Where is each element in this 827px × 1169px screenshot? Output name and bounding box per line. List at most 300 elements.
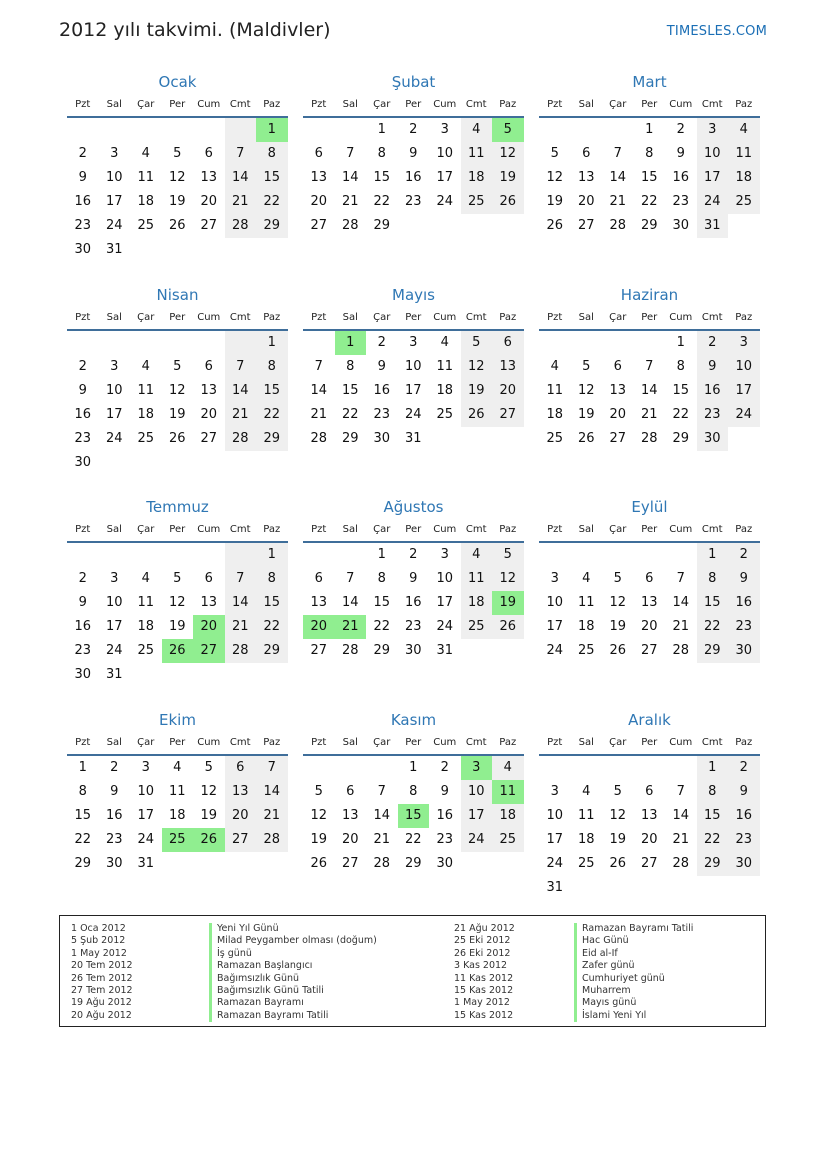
- day-cell[interactable]: 24: [546, 856, 564, 871]
- day-cell[interactable]: 26: [310, 856, 328, 871]
- day-cell[interactable]: 14: [310, 383, 328, 398]
- day-cell[interactable]: 24: [697, 190, 729, 214]
- day-cell[interactable]: 16: [404, 170, 422, 185]
- day-cell[interactable]: 23: [74, 643, 92, 658]
- day-cell[interactable]: 19: [461, 379, 493, 403]
- day-cell[interactable]: 12: [310, 808, 328, 823]
- day-cell[interactable]: 17: [436, 595, 454, 610]
- day-cell[interactable]: 15: [74, 808, 92, 823]
- day-cell[interactable]: 19: [492, 166, 524, 190]
- day-cell[interactable]: 17: [436, 170, 454, 185]
- day-cell[interactable]: 17: [546, 619, 564, 634]
- day-cell[interactable]: 24: [105, 643, 123, 658]
- day-cell[interactable]: 9: [78, 170, 87, 185]
- day-cell[interactable]: 14: [672, 595, 690, 610]
- day-cell[interactable]: 7: [314, 359, 323, 374]
- day-cell[interactable]: 9: [676, 146, 685, 161]
- day-cell[interactable]: 30: [697, 427, 729, 451]
- day-cell[interactable]: 3: [440, 547, 449, 562]
- day-cell[interactable]: 23: [404, 194, 422, 209]
- day-cell[interactable]: 12: [546, 170, 564, 185]
- day-cell[interactable]: 26: [461, 403, 493, 427]
- day-cell[interactable]: 28: [672, 856, 690, 871]
- day-cell[interactable]: 23: [728, 828, 760, 852]
- day-cell[interactable]: 16: [436, 808, 454, 823]
- day-cell[interactable]: 12: [609, 808, 627, 823]
- day-cell[interactable]: 6: [225, 756, 257, 780]
- day-cell[interactable]: 20: [492, 379, 524, 403]
- day-cell[interactable]: 15: [697, 591, 729, 615]
- day-cell[interactable]: 20: [200, 194, 218, 209]
- day-cell[interactable]: 2: [78, 571, 87, 586]
- day-cell[interactable]: 9: [78, 595, 87, 610]
- day-cell[interactable]: 28: [373, 856, 391, 871]
- day-cell[interactable]: 31: [546, 880, 564, 895]
- day-cell[interactable]: 8: [256, 142, 288, 166]
- day-cell[interactable]: 3: [440, 122, 449, 137]
- day-cell[interactable]: 21: [225, 190, 257, 214]
- day-cell[interactable]: 2: [440, 760, 449, 775]
- day-cell[interactable]: 20: [310, 194, 328, 209]
- day-cell[interactable]: 28: [225, 427, 257, 451]
- day-cell[interactable]: 5: [550, 146, 559, 161]
- day-cell[interactable]: 23: [404, 619, 422, 634]
- day-cell[interactable]: 7: [613, 146, 622, 161]
- day-cell[interactable]: 4: [492, 756, 524, 780]
- day-cell[interactable]: 24: [404, 407, 422, 422]
- day-cell[interactable]: 30: [728, 852, 760, 876]
- day-cell[interactable]: 25: [461, 190, 493, 214]
- day-cell[interactable]: 15: [640, 170, 658, 185]
- day-cell[interactable]: 27: [310, 218, 328, 233]
- day-cell[interactable]: 22: [672, 407, 690, 422]
- day-cell[interactable]: 11: [492, 780, 524, 804]
- day-cell[interactable]: 1: [377, 122, 386, 137]
- day-cell[interactable]: 31: [404, 431, 422, 446]
- day-cell[interactable]: 25: [436, 407, 454, 422]
- day-cell[interactable]: 14: [256, 780, 288, 804]
- day-cell[interactable]: 13: [225, 780, 257, 804]
- day-cell[interactable]: 10: [546, 595, 564, 610]
- day-cell[interactable]: 15: [373, 170, 391, 185]
- day-cell[interactable]: 10: [105, 383, 123, 398]
- day-cell[interactable]: 21: [672, 832, 690, 847]
- day-cell[interactable]: 1: [256, 118, 288, 142]
- day-cell[interactable]: 28: [225, 214, 257, 238]
- day-cell[interactable]: 30: [74, 455, 92, 470]
- day-cell[interactable]: 20: [225, 804, 257, 828]
- day-cell[interactable]: 15: [341, 383, 359, 398]
- day-cell[interactable]: 16: [105, 808, 123, 823]
- day-cell[interactable]: 20: [640, 832, 658, 847]
- day-cell[interactable]: 30: [74, 667, 92, 682]
- day-cell[interactable]: 10: [546, 808, 564, 823]
- day-cell[interactable]: 15: [672, 383, 690, 398]
- day-cell[interactable]: 22: [373, 619, 391, 634]
- day-cell[interactable]: 21: [335, 615, 367, 639]
- day-cell[interactable]: 16: [672, 170, 690, 185]
- day-cell[interactable]: 22: [697, 615, 729, 639]
- day-cell[interactable]: 8: [78, 784, 87, 799]
- day-cell[interactable]: 23: [672, 194, 690, 209]
- day-cell[interactable]: 12: [168, 170, 186, 185]
- day-cell[interactable]: 22: [256, 190, 288, 214]
- day-cell[interactable]: 7: [676, 571, 685, 586]
- day-cell[interactable]: 22: [256, 615, 288, 639]
- day-cell[interactable]: 22: [256, 403, 288, 427]
- day-cell[interactable]: 30: [105, 856, 123, 871]
- day-cell[interactable]: 19: [492, 591, 524, 615]
- day-cell[interactable]: 8: [697, 567, 729, 591]
- day-cell[interactable]: 12: [168, 595, 186, 610]
- day-cell[interactable]: 4: [550, 359, 559, 374]
- day-cell[interactable]: 27: [225, 828, 257, 852]
- day-cell[interactable]: 5: [314, 784, 323, 799]
- day-cell[interactable]: 12: [168, 383, 186, 398]
- day-cell[interactable]: 10: [697, 142, 729, 166]
- day-cell[interactable]: 1: [335, 331, 367, 355]
- day-cell[interactable]: 17: [137, 808, 155, 823]
- day-cell[interactable]: 17: [728, 379, 760, 403]
- day-cell[interactable]: 28: [341, 218, 359, 233]
- day-cell[interactable]: 16: [74, 619, 92, 634]
- day-cell[interactable]: 30: [404, 643, 422, 658]
- day-cell[interactable]: 16: [373, 383, 391, 398]
- day-cell[interactable]: 12: [461, 355, 493, 379]
- day-cell[interactable]: 16: [74, 194, 92, 209]
- day-cell[interactable]: 19: [168, 194, 186, 209]
- day-cell[interactable]: 9: [110, 784, 119, 799]
- day-cell[interactable]: 7: [645, 359, 654, 374]
- day-cell[interactable]: 4: [141, 359, 150, 374]
- day-cell[interactable]: 21: [225, 403, 257, 427]
- day-cell[interactable]: 4: [141, 146, 150, 161]
- day-cell[interactable]: 3: [461, 756, 493, 780]
- day-cell[interactable]: 11: [137, 383, 155, 398]
- day-cell[interactable]: 21: [225, 615, 257, 639]
- day-cell[interactable]: 6: [645, 784, 654, 799]
- day-cell[interactable]: 9: [377, 359, 386, 374]
- day-cell[interactable]: 16: [728, 804, 760, 828]
- day-cell[interactable]: 29: [373, 218, 391, 233]
- day-cell[interactable]: 9: [409, 571, 418, 586]
- day-cell[interactable]: 14: [672, 808, 690, 823]
- day-cell[interactable]: 2: [78, 359, 87, 374]
- day-cell[interactable]: 17: [546, 832, 564, 847]
- day-cell[interactable]: 11: [461, 567, 493, 591]
- day-cell[interactable]: 13: [640, 808, 658, 823]
- day-cell[interactable]: 4: [440, 335, 449, 350]
- day-cell[interactable]: 7: [346, 146, 355, 161]
- day-cell[interactable]: 29: [74, 856, 92, 871]
- day-cell[interactable]: 27: [200, 431, 218, 446]
- day-cell[interactable]: 11: [461, 142, 493, 166]
- day-cell[interactable]: 28: [310, 431, 328, 446]
- day-cell[interactable]: 8: [676, 359, 685, 374]
- day-cell[interactable]: 31: [137, 856, 155, 871]
- day-cell[interactable]: 7: [676, 784, 685, 799]
- day-cell[interactable]: 6: [645, 571, 654, 586]
- day-cell[interactable]: 3: [141, 760, 150, 775]
- day-cell[interactable]: 29: [697, 852, 729, 876]
- day-cell[interactable]: 28: [256, 828, 288, 852]
- day-cell[interactable]: 25: [461, 615, 493, 639]
- day-cell[interactable]: 2: [728, 543, 760, 567]
- day-cell[interactable]: 13: [200, 595, 218, 610]
- day-cell[interactable]: 19: [310, 832, 328, 847]
- day-cell[interactable]: 19: [168, 407, 186, 422]
- day-cell[interactable]: 7: [225, 567, 257, 591]
- day-cell[interactable]: 25: [137, 643, 155, 658]
- day-cell[interactable]: 24: [436, 619, 454, 634]
- day-cell[interactable]: 8: [409, 784, 418, 799]
- day-cell[interactable]: 3: [110, 571, 119, 586]
- day-cell[interactable]: 14: [225, 379, 257, 403]
- day-cell[interactable]: 12: [200, 784, 218, 799]
- day-cell[interactable]: 3: [697, 118, 729, 142]
- day-cell[interactable]: 15: [373, 595, 391, 610]
- day-cell[interactable]: 27: [193, 639, 225, 663]
- day-cell[interactable]: 2: [676, 122, 685, 137]
- day-cell[interactable]: 13: [200, 383, 218, 398]
- day-cell[interactable]: 11: [168, 784, 186, 799]
- day-cell[interactable]: 25: [492, 828, 524, 852]
- day-cell[interactable]: 4: [728, 118, 760, 142]
- day-cell[interactable]: 10: [436, 571, 454, 586]
- day-cell[interactable]: 11: [137, 595, 155, 610]
- day-cell[interactable]: 21: [609, 194, 627, 209]
- day-cell[interactable]: 7: [225, 355, 257, 379]
- day-cell[interactable]: 18: [461, 166, 493, 190]
- day-cell[interactable]: 1: [645, 122, 654, 137]
- day-cell[interactable]: 17: [404, 383, 422, 398]
- day-cell[interactable]: 9: [409, 146, 418, 161]
- day-cell[interactable]: 13: [609, 383, 627, 398]
- day-cell[interactable]: 30: [728, 639, 760, 663]
- day-cell[interactable]: 17: [105, 194, 123, 209]
- day-cell[interactable]: 11: [577, 808, 595, 823]
- day-cell[interactable]: 18: [546, 407, 564, 422]
- day-cell[interactable]: 17: [461, 804, 493, 828]
- day-cell[interactable]: 8: [377, 146, 386, 161]
- day-cell[interactable]: 25: [546, 431, 564, 446]
- day-cell[interactable]: 14: [609, 170, 627, 185]
- day-cell[interactable]: 1: [676, 335, 685, 350]
- day-cell[interactable]: 18: [577, 619, 595, 634]
- day-cell[interactable]: 2: [728, 756, 760, 780]
- day-cell[interactable]: 23: [74, 218, 92, 233]
- day-cell[interactable]: 3: [550, 571, 559, 586]
- day-cell[interactable]: 28: [672, 643, 690, 658]
- day-cell[interactable]: 1: [409, 760, 418, 775]
- day-cell[interactable]: 8: [256, 355, 288, 379]
- day-cell[interactable]: 28: [341, 643, 359, 658]
- day-cell[interactable]: 13: [640, 595, 658, 610]
- day-cell[interactable]: 10: [404, 359, 422, 374]
- day-cell[interactable]: 22: [697, 828, 729, 852]
- day-cell[interactable]: 25: [162, 828, 194, 852]
- day-cell[interactable]: 23: [105, 832, 123, 847]
- day-cell[interactable]: 10: [436, 146, 454, 161]
- day-cell[interactable]: 13: [310, 595, 328, 610]
- day-cell[interactable]: 31: [105, 242, 123, 257]
- day-cell[interactable]: 22: [341, 407, 359, 422]
- day-cell[interactable]: 2: [110, 760, 119, 775]
- day-cell[interactable]: 30: [436, 856, 454, 871]
- day-cell[interactable]: 24: [728, 403, 760, 427]
- day-cell[interactable]: 11: [728, 142, 760, 166]
- site-link[interactable]: TIMESLES.COM: [666, 24, 767, 39]
- day-cell[interactable]: 13: [341, 808, 359, 823]
- day-cell[interactable]: 8: [645, 146, 654, 161]
- day-cell[interactable]: 3: [728, 331, 760, 355]
- day-cell[interactable]: 27: [609, 431, 627, 446]
- day-cell[interactable]: 20: [200, 407, 218, 422]
- day-cell[interactable]: 13: [577, 170, 595, 185]
- day-cell[interactable]: 5: [613, 784, 622, 799]
- day-cell[interactable]: 11: [137, 170, 155, 185]
- day-cell[interactable]: 2: [409, 122, 418, 137]
- day-cell[interactable]: 18: [492, 804, 524, 828]
- day-cell[interactable]: 24: [436, 194, 454, 209]
- day-cell[interactable]: 29: [404, 856, 422, 871]
- day-cell[interactable]: 1: [256, 331, 288, 355]
- day-cell[interactable]: 27: [492, 403, 524, 427]
- day-cell[interactable]: 25: [577, 643, 595, 658]
- day-cell[interactable]: 19: [609, 619, 627, 634]
- day-cell[interactable]: 5: [173, 146, 182, 161]
- day-cell[interactable]: 29: [256, 639, 288, 663]
- day-cell[interactable]: 8: [346, 359, 355, 374]
- day-cell[interactable]: 21: [341, 194, 359, 209]
- day-cell[interactable]: 15: [398, 804, 430, 828]
- day-cell[interactable]: 19: [200, 808, 218, 823]
- day-cell[interactable]: 19: [168, 619, 186, 634]
- day-cell[interactable]: 28: [640, 431, 658, 446]
- day-cell[interactable]: 9: [728, 567, 760, 591]
- day-cell[interactable]: 22: [640, 194, 658, 209]
- day-cell[interactable]: 10: [105, 170, 123, 185]
- day-cell[interactable]: 20: [303, 615, 335, 639]
- day-cell[interactable]: 21: [373, 832, 391, 847]
- day-cell[interactable]: 26: [609, 643, 627, 658]
- day-cell[interactable]: 3: [110, 359, 119, 374]
- day-cell[interactable]: 17: [697, 166, 729, 190]
- day-cell[interactable]: 6: [204, 359, 213, 374]
- day-cell[interactable]: 20: [577, 194, 595, 209]
- day-cell[interactable]: 2: [377, 335, 386, 350]
- day-cell[interactable]: 26: [577, 431, 595, 446]
- day-cell[interactable]: 1: [377, 547, 386, 562]
- day-cell[interactable]: 2: [78, 146, 87, 161]
- day-cell[interactable]: 26: [492, 615, 524, 639]
- day-cell[interactable]: 4: [141, 571, 150, 586]
- day-cell[interactable]: 5: [173, 571, 182, 586]
- day-cell[interactable]: 6: [314, 146, 323, 161]
- day-cell[interactable]: 15: [256, 591, 288, 615]
- day-cell[interactable]: 10: [137, 784, 155, 799]
- day-cell[interactable]: 27: [341, 856, 359, 871]
- day-cell[interactable]: 16: [74, 407, 92, 422]
- day-cell[interactable]: 24: [546, 643, 564, 658]
- day-cell[interactable]: 19: [609, 832, 627, 847]
- day-cell[interactable]: 5: [492, 543, 524, 567]
- day-cell[interactable]: 6: [613, 359, 622, 374]
- day-cell[interactable]: 29: [256, 214, 288, 238]
- day-cell[interactable]: 1: [697, 756, 729, 780]
- day-cell[interactable]: 7: [225, 142, 257, 166]
- day-cell[interactable]: 18: [168, 808, 186, 823]
- day-cell[interactable]: 21: [672, 619, 690, 634]
- day-cell[interactable]: 14: [225, 166, 257, 190]
- day-cell[interactable]: 1: [256, 543, 288, 567]
- day-cell[interactable]: 29: [672, 431, 690, 446]
- day-cell[interactable]: 18: [728, 166, 760, 190]
- day-cell[interactable]: 11: [577, 595, 595, 610]
- day-cell[interactable]: 24: [105, 431, 123, 446]
- day-cell[interactable]: 18: [137, 619, 155, 634]
- day-cell[interactable]: 5: [582, 359, 591, 374]
- day-cell[interactable]: 18: [436, 383, 454, 398]
- day-cell[interactable]: 21: [256, 804, 288, 828]
- day-cell[interactable]: 27: [640, 643, 658, 658]
- day-cell[interactable]: 15: [256, 166, 288, 190]
- day-cell[interactable]: 21: [640, 407, 658, 422]
- day-cell[interactable]: 29: [640, 218, 658, 233]
- day-cell[interactable]: 6: [582, 146, 591, 161]
- day-cell[interactable]: 20: [193, 615, 225, 639]
- day-cell[interactable]: 12: [492, 142, 524, 166]
- day-cell[interactable]: 27: [640, 856, 658, 871]
- day-cell[interactable]: 4: [582, 784, 591, 799]
- day-cell[interactable]: 21: [310, 407, 328, 422]
- day-cell[interactable]: 7: [346, 571, 355, 586]
- day-cell[interactable]: 20: [640, 619, 658, 634]
- day-cell[interactable]: 9: [440, 784, 449, 799]
- day-cell[interactable]: 27: [577, 218, 595, 233]
- day-cell[interactable]: 9: [697, 355, 729, 379]
- day-cell[interactable]: 18: [461, 591, 493, 615]
- day-cell[interactable]: 16: [728, 591, 760, 615]
- day-cell[interactable]: 5: [204, 760, 213, 775]
- day-cell[interactable]: 12: [492, 567, 524, 591]
- day-cell[interactable]: 6: [204, 571, 213, 586]
- day-cell[interactable]: 31: [436, 643, 454, 658]
- day-cell[interactable]: 24: [461, 828, 493, 852]
- day-cell[interactable]: 17: [105, 407, 123, 422]
- day-cell[interactable]: 6: [492, 331, 524, 355]
- day-cell[interactable]: 8: [377, 571, 386, 586]
- day-cell[interactable]: 4: [582, 571, 591, 586]
- day-cell[interactable]: 25: [137, 218, 155, 233]
- day-cell[interactable]: 9: [728, 780, 760, 804]
- day-cell[interactable]: 31: [697, 214, 729, 238]
- day-cell[interactable]: 18: [137, 194, 155, 209]
- day-cell[interactable]: 20: [609, 407, 627, 422]
- day-cell[interactable]: 14: [341, 595, 359, 610]
- day-cell[interactable]: 24: [137, 832, 155, 847]
- day-cell[interactable]: 14: [341, 170, 359, 185]
- day-cell[interactable]: 25: [137, 431, 155, 446]
- day-cell[interactable]: 29: [256, 427, 288, 451]
- day-cell[interactable]: 1: [697, 543, 729, 567]
- day-cell[interactable]: 5: [613, 571, 622, 586]
- day-cell[interactable]: 20: [341, 832, 359, 847]
- day-cell[interactable]: 28: [225, 639, 257, 663]
- day-cell[interactable]: 3: [409, 335, 418, 350]
- day-cell[interactable]: 25: [728, 190, 760, 214]
- day-cell[interactable]: 26: [162, 639, 194, 663]
